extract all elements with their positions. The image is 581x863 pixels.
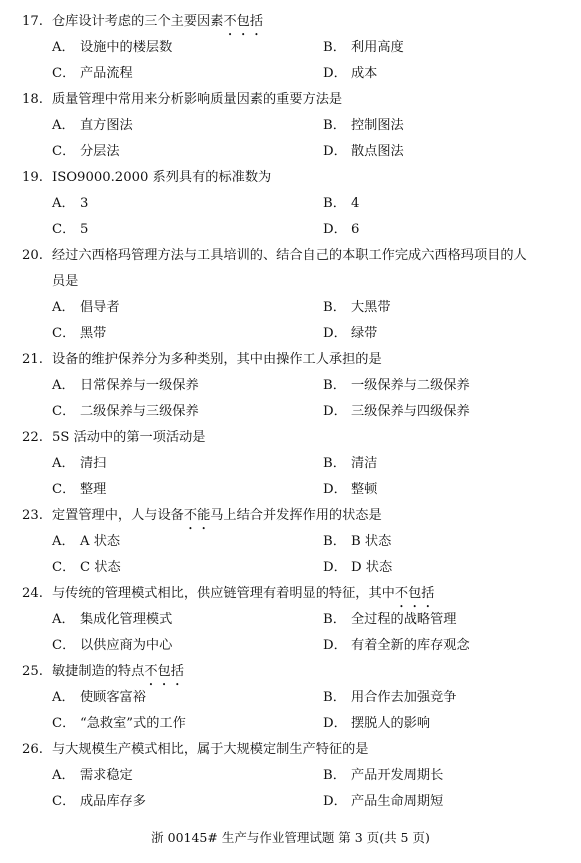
question-text: 质量管理中常用来分析影响质量因素的重要方法是 (52, 92, 343, 107)
option-text: 分层法 (80, 144, 120, 159)
option-text: 有着全新的库存观念 (351, 638, 470, 653)
option-c (52, 404, 199, 420)
option-label: B． (323, 534, 346, 549)
question-17 (22, 14, 263, 30)
option-text: 使顾客富裕 (80, 690, 146, 705)
option-label: C． (52, 638, 76, 653)
option-text: 倡导者 (80, 300, 120, 315)
option-text: 5 (80, 222, 89, 237)
option-label: B． (323, 196, 346, 211)
option-text: 三级保养与四级保养 (351, 404, 470, 419)
question-20 (22, 248, 527, 264)
option-label: A． (52, 40, 75, 55)
page-footer: 浙 00145# 生产与作业管理试题 第 3 页(共 5 页) (151, 830, 430, 845)
option-c (52, 222, 88, 238)
option-d (323, 144, 404, 160)
option-c (52, 560, 121, 576)
option-c (52, 144, 120, 160)
question-22 (22, 430, 206, 446)
question-number: 24. (22, 586, 43, 601)
question-26 (22, 742, 369, 758)
option-a (52, 534, 120, 550)
emphasis-char: 包 (408, 586, 422, 601)
option-b (323, 456, 377, 472)
option-b (323, 690, 457, 706)
option-d (323, 404, 470, 420)
option-label: A． (52, 118, 75, 133)
option-label: A． (52, 300, 75, 315)
question-text: 员是 (52, 274, 79, 289)
question-text: 5S 活动中的第一项活动是 (52, 430, 206, 445)
option-d (323, 794, 443, 810)
option-text: 6 (351, 222, 360, 237)
question-number: 20. (22, 248, 43, 263)
option-label: B． (323, 612, 346, 627)
option-c (52, 638, 172, 654)
question-text: 定置管理中，人与设备 (52, 508, 184, 523)
option-label: D． (323, 638, 347, 653)
option-text: 一级保养与二级保养 (351, 378, 470, 393)
option-text: 绿带 (351, 326, 378, 341)
question-number: 21. (22, 352, 43, 367)
option-label: C． (52, 404, 76, 419)
option-label: C． (52, 326, 76, 341)
question-text: ISO9000.2000 系列具有的标准数为 (52, 170, 272, 185)
option-text: 集成化管理模式 (80, 612, 173, 627)
option-text: 利用高度 (351, 40, 404, 55)
option-text: 日常保养与一级保养 (80, 378, 199, 393)
option-label: D． (323, 222, 347, 237)
option-label: A． (52, 612, 75, 627)
option-text: 大黑带 (351, 300, 391, 315)
option-a (52, 118, 133, 134)
question-text: 马上结合并发挥作用的状态是 (210, 508, 382, 523)
option-text: 直方图法 (80, 118, 133, 133)
option-label: D． (323, 326, 347, 341)
option-text: 产品生命周期短 (351, 794, 444, 809)
option-label: C． (52, 144, 76, 159)
question-number: 19. (22, 170, 43, 185)
option-label: B． (323, 40, 346, 55)
question-23 (22, 508, 382, 524)
emphasis-char: 不 (144, 664, 158, 679)
emphasis-char: 包 (157, 664, 171, 679)
option-label: B． (323, 456, 346, 471)
option-text: 需求稳定 (80, 768, 133, 783)
question-number: 17. (22, 14, 43, 29)
option-label: A． (52, 690, 75, 705)
option-b (323, 118, 404, 134)
option-a (52, 300, 120, 316)
emphasis-char: 包 (236, 14, 250, 29)
option-label: B． (323, 768, 346, 783)
option-a (52, 40, 172, 56)
option-text: 成品库存多 (80, 794, 146, 809)
question-20-continued (52, 274, 78, 290)
option-text: 4 (351, 196, 360, 211)
option-label: B． (323, 378, 346, 393)
option-c (52, 66, 133, 82)
option-a (52, 456, 106, 472)
question-25 (22, 664, 184, 680)
option-text: 产品流程 (80, 66, 133, 81)
option-label: A． (52, 456, 75, 471)
option-text: A 状态 (80, 534, 121, 549)
emphasis-char: 括 (170, 664, 184, 679)
option-a (52, 768, 133, 784)
option-a (52, 196, 88, 212)
option-d (323, 560, 392, 576)
question-19 (22, 170, 271, 186)
option-label: B． (323, 118, 346, 133)
option-label: C． (52, 794, 76, 809)
option-text: 黑带 (80, 326, 107, 341)
option-text: “急救室”式的工作 (80, 716, 186, 731)
option-d (323, 716, 430, 732)
option-a (52, 378, 199, 394)
option-label: D． (323, 404, 347, 419)
option-label: B． (323, 690, 346, 705)
option-label: B． (323, 300, 346, 315)
option-label: D． (323, 66, 347, 81)
option-text: 设施中的楼层数 (80, 40, 173, 55)
option-d (323, 222, 359, 238)
question-number: 26. (22, 742, 43, 757)
option-label: A． (52, 534, 75, 549)
option-c (52, 716, 186, 732)
option-b (323, 768, 443, 784)
option-c (52, 794, 146, 810)
option-text: C 状态 (80, 560, 121, 575)
option-label: D． (323, 560, 347, 575)
option-label: C． (52, 222, 76, 237)
option-a (52, 612, 172, 628)
emphasis-char: 不 (183, 508, 198, 523)
option-text: 摆脱人的影响 (351, 716, 431, 731)
option-text: 产品开发周期长 (351, 768, 444, 783)
option-label: A． (52, 768, 75, 783)
option-label: A． (52, 196, 75, 211)
option-label: C． (52, 716, 76, 731)
option-text: B 状态 (351, 534, 392, 549)
option-text: 清洁 (351, 456, 378, 471)
option-text: 控制图法 (351, 118, 404, 133)
emphasis-char: 能 (197, 508, 211, 523)
question-number: 23. (22, 508, 43, 523)
question-text: 设备的维护保养分为多种类别，其中由操作工人承担的是 (52, 352, 382, 367)
option-d (323, 66, 377, 82)
option-text: 3 (80, 196, 89, 211)
option-c (52, 482, 106, 498)
option-b (323, 612, 457, 628)
option-label: D． (323, 482, 347, 497)
option-text: 清扫 (80, 456, 107, 471)
option-label: C． (52, 66, 76, 81)
question-text: 敏捷制造的特点 (52, 664, 145, 679)
option-d (323, 638, 470, 654)
option-a (52, 690, 146, 706)
option-b (323, 196, 359, 212)
question-number: 22. (22, 430, 43, 445)
question-21 (22, 352, 382, 368)
emphasis-char: 不 (394, 586, 409, 601)
question-text: 经过六西格玛管理方法与工具培训的、结合自己的本职工作完成六西格玛项目的人 (52, 248, 527, 263)
question-18 (22, 92, 342, 108)
question-number: 18. (22, 92, 43, 107)
option-text: 以供应商为中心 (80, 638, 173, 653)
option-b (323, 300, 391, 316)
option-label: D． (323, 794, 347, 809)
emphasis-char: 括 (249, 14, 263, 29)
option-label: C． (52, 482, 76, 497)
option-text: 二级保养与三级保养 (80, 404, 199, 419)
question-text: 与大规模生产模式相比，属于大规模定制生产特征的是 (52, 742, 369, 757)
option-text: 用合作去加强竞争 (351, 690, 457, 705)
option-label: C． (52, 560, 76, 575)
option-text: 整顿 (351, 482, 378, 497)
option-b (323, 40, 404, 56)
option-b (323, 378, 470, 394)
option-text: D 状态 (351, 560, 393, 575)
option-label: D． (323, 716, 347, 731)
question-24 (22, 586, 434, 602)
option-text: 全过程的战略管理 (351, 612, 457, 627)
option-c (52, 326, 106, 342)
option-d (323, 326, 377, 342)
option-label: A． (52, 378, 75, 393)
option-label: D． (323, 144, 347, 159)
emphasis-char: 括 (421, 586, 435, 601)
question-text: 仓库设计考虑的三个主要因素 (52, 14, 224, 29)
question-number: 25. (22, 664, 43, 679)
option-text: 散点图法 (351, 144, 404, 159)
option-text: 成本 (351, 66, 378, 81)
question-text: 与传统的管理模式相比，供应链管理有着明显的特征，其中 (52, 586, 395, 601)
option-d (323, 482, 377, 498)
option-text: 整理 (80, 482, 107, 497)
option-b (323, 534, 391, 550)
emphasis-char: 不 (223, 14, 237, 29)
